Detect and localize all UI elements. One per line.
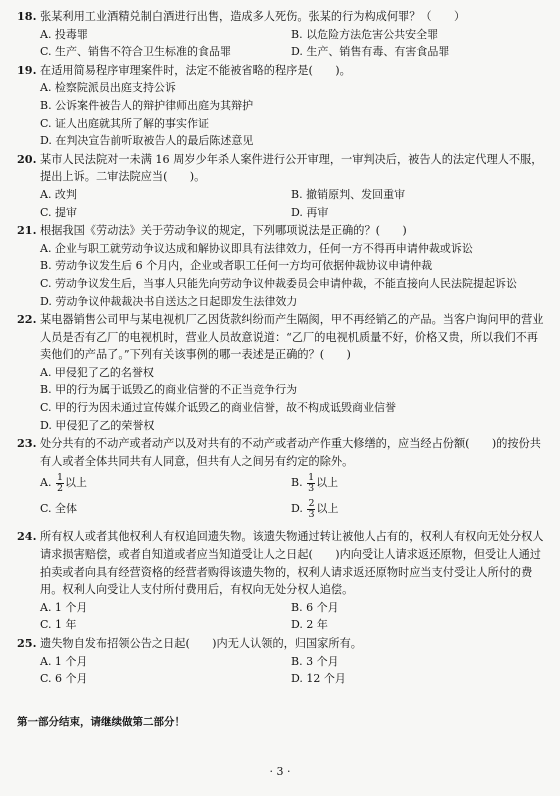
fraction: $\frac{2}{3}$ — [308, 497, 315, 520]
option-d: D. 12 个月 — [291, 672, 346, 686]
option-c: C. 证人出庭就其所了解的事实作证 — [40, 116, 210, 130]
option-b: B. $\frac{1}{3}$ 以上 — [291, 471, 339, 494]
option-b: B. 撤销原判、发回重审 — [291, 187, 406, 201]
fraction: $\frac{1}{2}$ — [56, 471, 63, 494]
question-stem: 张某利用工业酒精兑制白酒进行出售，造成多人死伤。张某的行为构成何罪？（ ） — [40, 10, 466, 23]
question-23 — [17, 435, 544, 522]
question-stem: 所有权人或者其他权利人有权追回遗失物。该遗失物通过转让被他人占有的，权利人有权向无处分权人请求损害赔偿，或者自知道或者应当知道受让人之日起( )内向受让人请求返还原物，但受让人通过拍卖或者向具有经营资格的经营者购得该遗失物的，权利人请求返还原物时应当支付受让人所付的费用。权利人向受让人支付所付费用后，有权向无处分权人追偿。 — [40, 530, 544, 597]
option-d: D. 再审 — [291, 205, 329, 219]
page-number: · 3 · — [269, 765, 291, 778]
question-number: 19. — [17, 62, 37, 77]
option-a: A. 1 个月 — [40, 654, 88, 668]
option-b: B. 6 个月 — [291, 600, 339, 614]
option-b: B. 劳动争议发生后 6 个月内，企业或者职工任何一方均可依据仲裁协议申请仲裁 — [40, 259, 433, 273]
question-number: 18. — [17, 9, 37, 23]
question-stem: 根据我国《劳动法》关于劳动争议的规定，下列哪项说法是正确的？( ) — [40, 224, 407, 238]
question-22 — [17, 311, 544, 434]
option-a: A. 检察院派员出庭支持公诉 — [40, 81, 176, 95]
option-a: A. 企业与职工就劳动争议达成和解协议即具有法律效力，任何一方不得再申请仲裁或诉讼 — [40, 241, 473, 255]
question-25 — [17, 635, 544, 688]
option-a: A. 改判 — [40, 187, 77, 201]
option-d: D. 在判决宣告前听取被告人的最后陈述意见 — [40, 134, 254, 148]
option-a: A. 甲侵犯了乙的名誉权 — [40, 365, 154, 379]
question-18 — [17, 8, 544, 61]
question-20 — [17, 151, 544, 221]
option-a: A. 投毒罪 — [40, 27, 88, 41]
option-b: B. 以危险方法危害公共安全罪 — [291, 27, 439, 41]
option-d: D. 劳动争议仲裁裁决书自送达之日起即发生法律效力 — [40, 294, 298, 308]
option-c: C. 1 年 — [40, 618, 77, 632]
question-19 — [17, 62, 544, 150]
question-number: 20. — [17, 151, 37, 166]
option-c: C. 劳动争议发生后，当事人只能先向劳动争议仲裁委员会申请仲裁，不能直接向人民法院提起诉讼 — [40, 276, 518, 290]
option-d: D. $\frac{2}{3}$ 以上 — [291, 497, 339, 520]
option-b: B. 甲的行为属于诋毁乙的商业信誉的不正当竞争行为 — [40, 383, 298, 397]
question-21 — [17, 222, 544, 310]
option-c: C. 甲的行为因未通过宣传媒介诋毁乙的商业信誉，故不构成诋毁商业信誉 — [40, 401, 397, 415]
option-a: A. $\frac{1}{2}$ 以上 — [40, 471, 87, 494]
question-stem: 处分共有的不动产或者动产以及对共有的不动产或者动产作重大修缮的，应当经占份额( )的按份共有人或者全体共同共有人同意，但共有人之间另有约定的除外。 — [40, 437, 541, 468]
option-d: D. 甲侵犯了乙的荣誉权 — [40, 418, 155, 432]
option-c: C. 6 个月 — [40, 672, 88, 686]
question-number: 23. — [17, 436, 37, 451]
question-24 — [17, 528, 544, 634]
option-d: D. 生产、销售有毒、有害食品罪 — [291, 45, 450, 59]
option-c: C. 提审 — [40, 205, 78, 219]
question-stem: 遗失物自发布招领公告之日起( )内无人认领的，归国家所有。 — [40, 637, 362, 650]
option-a: A. 1 个月 — [40, 600, 88, 614]
option-c: C. 全体 — [40, 502, 78, 516]
section-end-note: 第一部分结束，请继续做第二部分！ — [17, 715, 185, 728]
question-number: 22. — [17, 312, 37, 327]
option-b: B. 3 个月 — [291, 654, 339, 668]
question-stem: 在适用简易程序审理案件时，法定不能被省略的程序是( )。 — [40, 63, 351, 77]
question-number: 24. — [17, 529, 37, 544]
option-b: B. 公诉案件被告人的辩护律师出庭为其辩护 — [40, 98, 254, 112]
option-c: C. 生产、销售不符合卫生标准的食品罪 — [40, 45, 232, 59]
question-stem: 某市人民法院对一未满 16 周岁少年杀人案件进行公开审理，一审判决后，被告人的法定代理人不服，提出上诉。二审法院应当( )。 — [40, 152, 543, 184]
option-d: D. 2 年 — [291, 618, 328, 632]
question-stem: 某电器销售公司甲与某电视机厂乙因货款纠纷而产生隔阂，甲不再经销乙的产品。当客户询问甲的营业人员是否有乙厂的电视机时，营业人员故意说道：“乙厂的电视机质量不好，价格又贵，所以我们不再卖他们的产品了。”下列有关该事例的哪一表述是正确的？( ) — [40, 313, 544, 362]
fraction: $\frac{1}{3}$ — [308, 471, 315, 494]
question-number: 25. — [17, 636, 37, 650]
question-number: 21. — [17, 223, 37, 238]
